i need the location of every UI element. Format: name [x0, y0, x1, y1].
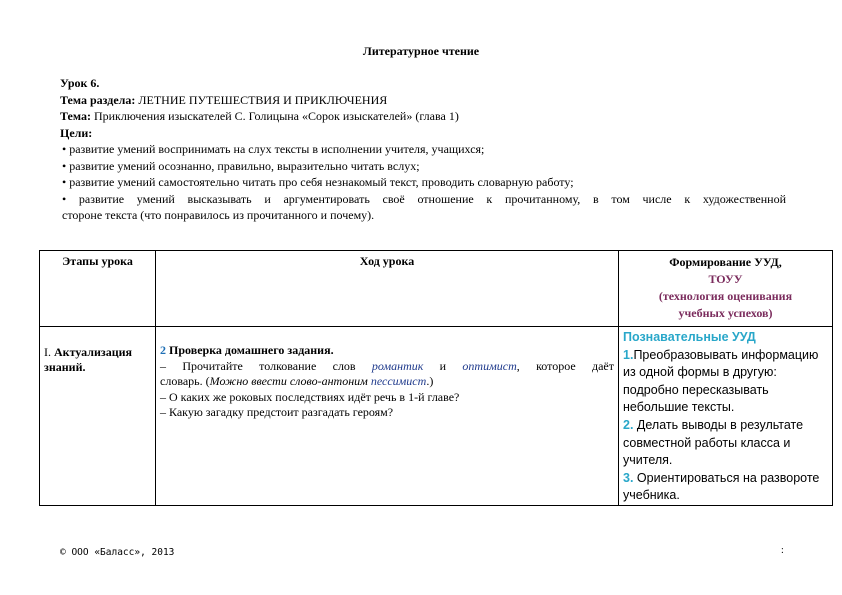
section-line [60, 92, 786, 109]
stage-number: I. [44, 345, 51, 359]
uud-heading: Познавательные УУД [623, 330, 756, 344]
course-line-3: – О каких же роковых последствиях идёт речь в 1-й главе? [160, 389, 460, 404]
goal-item: • развитие умений воспринимать на слух тексты в исполнении учителя, учащихся; [62, 142, 485, 156]
header-uud [619, 251, 833, 327]
uud-item-number: 2. [623, 417, 634, 432]
uud-item [623, 417, 828, 470]
page-mark: : [781, 545, 784, 556]
goals-label: Цели: [60, 125, 93, 140]
course-text: .) [426, 374, 434, 388]
header-stages: Этапы урока [40, 251, 156, 327]
lesson-number: Урок 6. [60, 76, 100, 90]
course-text: – Прочитайте толкование слов [160, 358, 372, 373]
page-title: Литературное чтение [362, 44, 480, 58]
course-cell [156, 327, 619, 506]
copyright-footer: © ООО «Баласс», 2013 [60, 547, 175, 558]
topic-line [60, 108, 786, 125]
uud-cell [619, 327, 833, 506]
course-line-2 [160, 374, 614, 390]
stage-title-2: знаний. [44, 360, 86, 374]
word-romantic: романтик [371, 358, 424, 373]
goal-item: • развитие умений высказывать и аргументировать своё отношение к прочитанному, в том числе к художественной [62, 191, 786, 206]
topic-value: Приключения изыскателей С. Голицына «Сорок изыскателей» (глава 1) [90, 109, 459, 123]
uud-item [623, 470, 828, 505]
stage-title: Актуализация [51, 345, 133, 359]
uud-item-text: Делать выводы в результате совместной работы класса и учителя. [623, 417, 804, 468]
header-course: Ход урока [156, 251, 619, 327]
uud-item-number: 3. [623, 470, 634, 485]
course-line-1 [160, 359, 614, 375]
course-text: и [423, 358, 463, 373]
course-title-line [160, 343, 614, 359]
goal-item: • развитие умений осознанно, правильно, выразительно читать вслух; [62, 158, 420, 173]
uud-item [623, 347, 828, 417]
goal-item-continuation: стороне текста (что понравилось из прочитанного и почему). [62, 208, 375, 222]
course-line-4: – Какую загадку предстоит разгадать героям? [160, 405, 394, 419]
course-italic: Можно ввести слово-антоним [209, 374, 371, 388]
header-uud-touu: ТОУУ [708, 272, 743, 286]
lesson-table [39, 250, 833, 506]
course-text: словарь. ( [160, 374, 210, 388]
header-uud-tech-2: учебных успехов) [678, 306, 773, 320]
word-pessimist: пессимист [370, 374, 427, 388]
course-number: 2 [160, 343, 166, 357]
course-title: Проверка домашнего задания. [166, 343, 334, 357]
goal-item: • развитие умений самостоятельно читать про себя незнакомый текст, проводить словарную работу; [62, 175, 574, 189]
stage-cell [40, 327, 156, 506]
uud-item-number: 1. [623, 347, 634, 362]
header-uud-title: Формирование УУД, [669, 255, 782, 269]
course-text: , которое даёт [516, 358, 615, 373]
lesson-header [60, 75, 786, 224]
table-row [40, 327, 833, 506]
uud-item-text: Ориентироваться на развороте учебника. [623, 470, 820, 503]
section-value: ЛЕТНИЕ ПУТЕШЕСТВИЯ И ПРИКЛЮЧЕНИЯ [135, 92, 388, 107]
uud-item-text: Преобразовывать информацию из одной формы в другую: подробно пересказывать небольшие тексты. [623, 347, 819, 415]
section-label: Тема раздела: [60, 92, 136, 107]
topic-label: Тема: [60, 109, 91, 123]
word-optimist: оптимист [462, 358, 517, 373]
header-uud-tech-1: (технология оценивания [658, 289, 793, 303]
table-header-row [40, 251, 833, 327]
